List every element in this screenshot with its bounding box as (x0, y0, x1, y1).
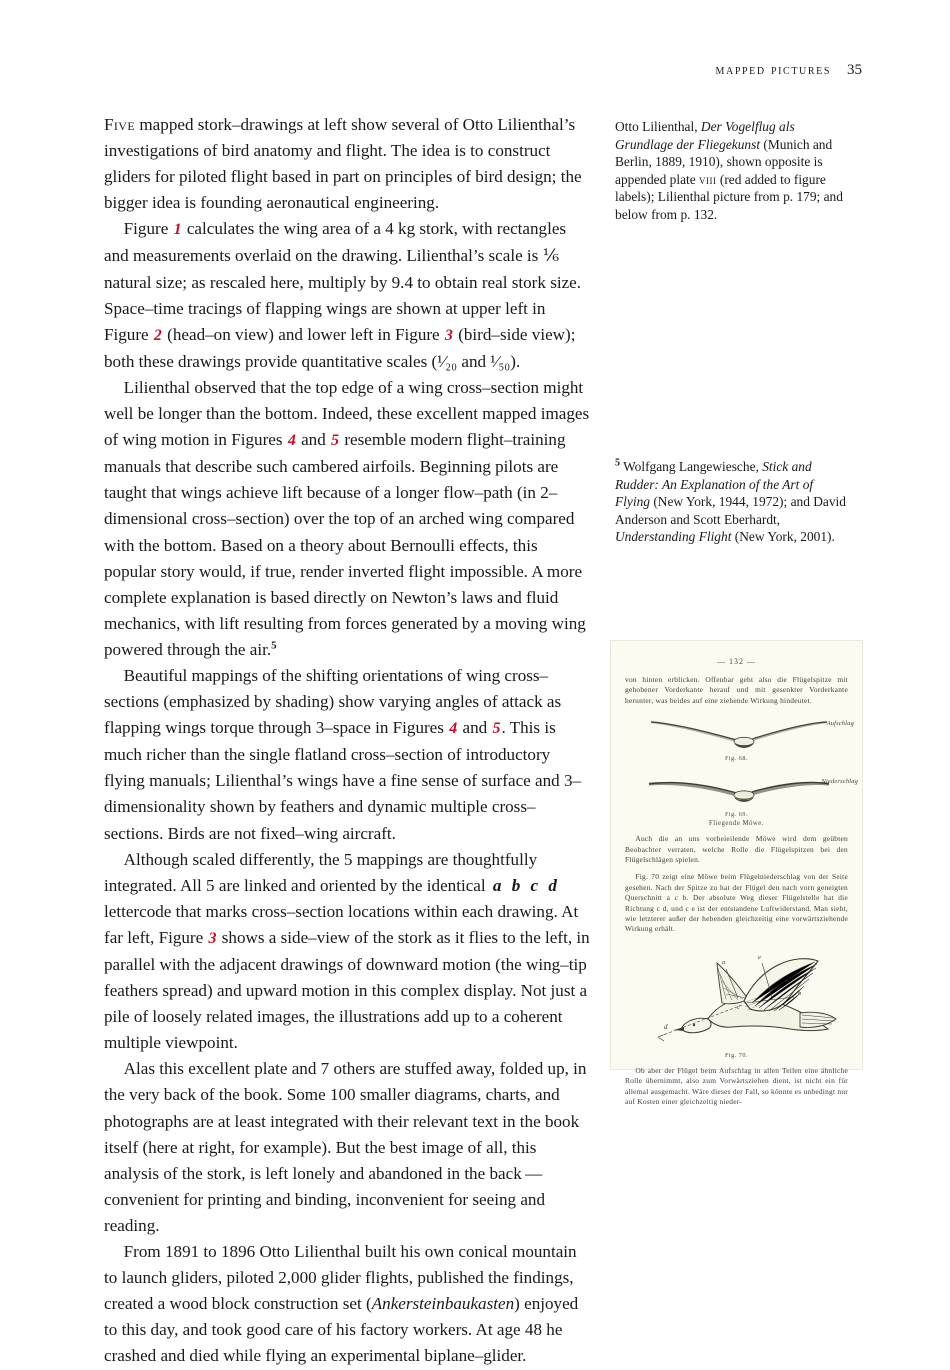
facsimile-figure-68 (611, 712, 862, 762)
paragraph-5 (104, 847, 592, 1057)
facsimile-vector-label-b: b (797, 989, 801, 997)
figure-reference-5: 5 (331, 432, 340, 450)
facsimile-paragraph-2: Auch die an uns vorbeieilende Möwe wird dem geübten Beobachter verraten, welche Rolle die Flügelspitzen bei den Flügelschlägen spielen. (625, 834, 848, 865)
paragraph-7 (104, 1239, 592, 1369)
drop-opening-word: Five (104, 115, 136, 134)
facsimile-caption-fliegende-moewe: Fliegende Möwe. (708, 820, 765, 828)
paragraph-4 (104, 663, 592, 847)
source-note-text-c: (red added to figure labels); Lilienthal picture from p. 179; and below from p. 132. (615, 171, 843, 222)
paragraph-5-text-a: Although scaled differently, the 5 mappings are thoughtfully integrated. All 5 are linked and oriented by the identical (104, 849, 538, 895)
german-term-ankersteinbaukasten: Ankersteinbaukasten (371, 1294, 515, 1314)
paragraph-2-text-c: (head–on view) and lower left in Figure (162, 324, 444, 344)
lettercode-abcd: a b c d (492, 875, 560, 895)
paragraph-1 (104, 112, 592, 216)
source-note-book-title: Der Vogelflug als Grundlage der Fliegekunst (615, 119, 795, 152)
paragraph-3-text-a: Lilienthal observed that the top edge of a wing cross–section might well be longer than the bottom. Indeed, these excellent mapped images of wing motion in Figures (104, 377, 590, 450)
footnote-book-title-1: Stick and Rudder: An Explanation of the Art of Flying (615, 459, 814, 510)
facsimile-label-aufschlag: Aufschlag (826, 720, 854, 728)
paragraph-3-text-b: and (296, 430, 331, 450)
gull-upstroke-drawing (637, 712, 837, 752)
facsimile-vector-label-d: d (663, 1022, 667, 1031)
footnote-number: 5 (615, 457, 620, 469)
paragraph-4-text-a: Beautiful mappings of the shifting orientations of wing cross–sections (emphasized by shading) show varying angles of attack as flapping wings torque through 3–space in Figures (104, 665, 562, 738)
paragraph-2-text-b: calculates the wing area of a 4 kg stork, with rectangles and measurements overlaid on the drawing. Lilienthal’s scale is ⅙ natural size; as rescaled here, multiply by 9.4 to obtain real stork size. Space–time tracings of flapping wings are shown at upper left in Figure (104, 219, 582, 344)
facsimile-vector-label-a: a (721, 958, 725, 966)
figure-reference-4b: 4 (449, 720, 458, 738)
figure-reference-4: 4 (287, 432, 296, 450)
page-number: 35 (847, 62, 862, 78)
paragraph-5-text-c: shows a side–view of the stork as it flies to the left, in parallel with the adjacent drawings of downward motion (the wing–tip feathers spread) and upward motion in this complex display. Not just a pile of loosely related images, the illustrations add up to a coherent multiple viewpoint. (104, 927, 590, 1053)
paragraph-1-text: mapped stork–drawings at left show several of Otto Lilienthal’s investigations of bird anatomy and flight. The idea is to construct gliders for piloted flight based in part on principles of bird design; the bigger idea is founding aeronautical engineering. (104, 115, 582, 213)
main-text-column (104, 112, 592, 1370)
paragraph-3-text-c: resemble modern flight–training manuals that describe such cambered airfoils. Beginning pilots are taught that wings achieve lift because of a longer flow–path (in 2–dimensional cross–section) over the top of an arched wing compared with the bottom. Based on a theory about Bernoulli effects, this popular story would, if true, render inverted flight impossible. A more complete explanation is based directly on Newton’s laws and fluid mechanics, with lift resulting from forces generated by a moving wing powered through the air. (104, 430, 586, 659)
footnote-text-a: Wolfgang Langewiesche, (620, 459, 763, 474)
figure-reference-3: 3 (444, 326, 453, 344)
margin-note-source (615, 118, 851, 224)
facsimile-vector-label-e: e (757, 953, 761, 961)
gull-side-view-drawing (622, 941, 852, 1049)
paragraph-3 (104, 375, 592, 663)
source-note-text-a: Otto Lilienthal, (615, 119, 701, 134)
paragraph-2 (104, 216, 592, 375)
plate-number: viii (699, 171, 717, 187)
figure-reference-1: 1 (173, 221, 182, 239)
source-note-text-b: (Munich and Berlin, 1889, 1910), shown opposite is appended plate (615, 136, 833, 187)
paragraph-7-text-a: From 1891 to 1896 Otto Lilienthal built his own conical mountain to launch gliders, piloted 2,000 glider flights, published the findings, created a wood block construction set ( (104, 1242, 577, 1314)
figure-reference-3b: 3 (208, 929, 217, 947)
running-head-title: mapped pictures (715, 62, 831, 78)
facsimile-caption-fig70: Fig. 70. (724, 1051, 749, 1059)
facsimile-figure-69 (611, 768, 862, 827)
facsimile-caption-fig68: Fig. 68. (724, 755, 749, 763)
paragraph-4-text-c: . This is much richer than the single flatland cross–section of introductory flying manuals; Lilienthal’s wings have a fine sense of surface and 3–dimensionality shown by feathers and dynamic multiple cross–sections. Birds are not fixed–wing aircraft. (104, 718, 582, 843)
gull-downstroke-drawing (637, 768, 837, 808)
paragraph-6: Alas this excellent plate and 7 others are stuffed away, folded up, in the very back of the book. Some 100 smaller diagrams, charts, and photographs are at least integrated with their relevant text in the book itself (here at right, for example). But the best image of all, this analysis of the stork, is left lonely and abandoned in the back — convenient for printing and binding, inconvenient for seeing and reading. (104, 1059, 587, 1235)
figure-reference-5b: 5 (492, 720, 501, 738)
facsimile-page-number: — 132 — (717, 657, 756, 666)
paragraph-2-text-d: (bird–side view); both these drawings provide quantitative scales (¹⁄₂₀ and ¹⁄₅₀). (104, 324, 576, 371)
footnote-text-c: (New York, 2001). (731, 529, 835, 545)
facsimile-page-image (611, 641, 862, 1107)
footnote-book-title-2: Understanding Flight (615, 529, 732, 545)
paragraph-5-text-b: lettercode that marks cross–section locations within each drawing. At far left, Figure (104, 901, 579, 947)
facsimile-label-niederschlag: Niederschlag (821, 778, 858, 786)
margin-note-footnote-5 (615, 458, 851, 546)
footnote-reference-5: 5 (271, 639, 277, 652)
facsimile-paragraph-4: Ob aber der Flügel beim Aufschlag in allen Teilen eine ähnliche Rolle übernimmt, also zum Vorwärtsziehen dient, ist nicht ein für allemal ausgemacht. Wäre dieses der Fall, so könnte es unbedingt nur auf Kosten einer gleichzeitig nieder- (625, 1065, 848, 1107)
figure-reference-2: 2 (153, 326, 162, 344)
facsimile-caption-fig69: Fig. 69. (724, 811, 749, 819)
facsimile-paragraph-1: von hinten erblicken. Offenbar geht also die Flügelspitze mit gehobener Vorderkante herauf und mit gesenkter Vorderkante herunter, was beides auf eine ziehende Wirkung hindeutet. (625, 675, 848, 705)
facsimile-paragraph-3: Fig. 70 zeigt eine Möwe beim Flügelniederschlag von der Seite gesehen. Nach der Spitze zu hat der Flügel den nach vorn geneigten Querschnitt a c b. Der absolute Weg dieser Flügelstelle hat die Richtung c d, und c e ist der entstandene Luftwiderstand. Man sieht, wie letzterer außer der hebenden gleichzeitig eine vorwärtsziehende Wirkung erhält. (625, 872, 848, 934)
paragraph-7-text-b: ) enjoyed to this day, and took good care of his factory workers. At age 48 he crashed and died while flying an experimental biplane–glider. (104, 1294, 579, 1366)
facsimile-vector-label-c: c (736, 1003, 740, 1011)
facsimile-figure-70 (611, 941, 862, 1059)
running-head (104, 62, 862, 79)
paragraph-2-text-a: Figure (123, 219, 173, 239)
footnote-text-b: (New York, 1944, 1972); and David Anderson and Scott Eberhardt, (615, 494, 846, 527)
paragraph-4-text-b: and (458, 718, 492, 738)
